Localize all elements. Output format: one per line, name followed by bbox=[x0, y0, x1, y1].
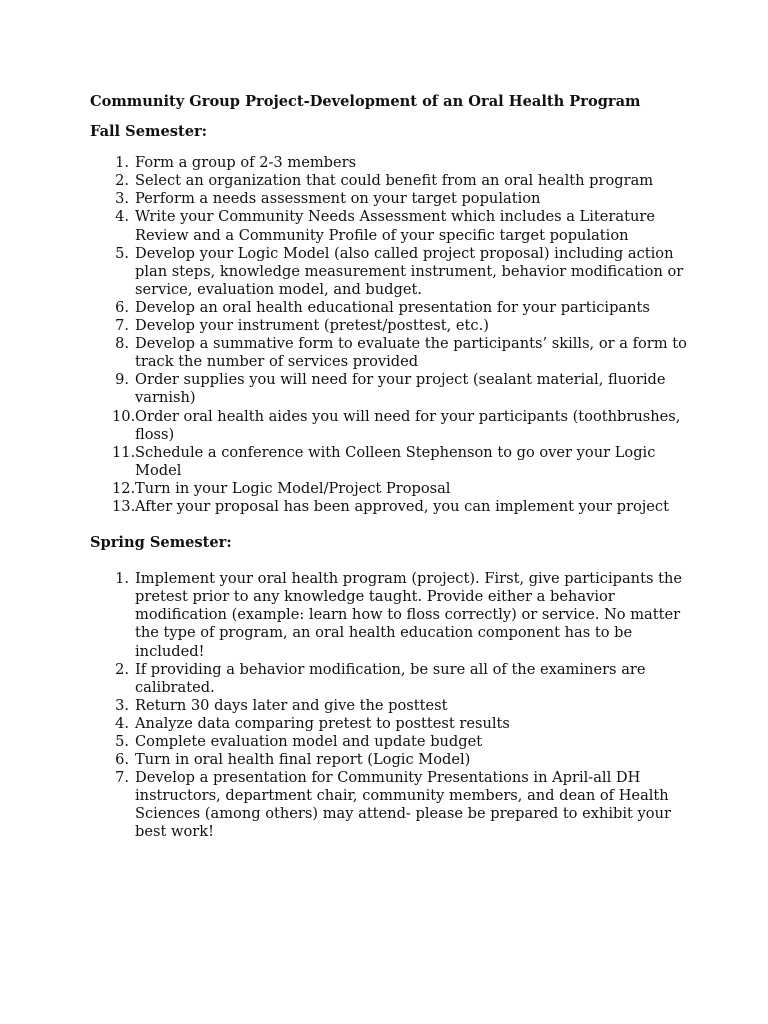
list-item-text: Return 30 days later and give the posttest bbox=[135, 696, 448, 714]
list-item-number: 4. bbox=[115, 208, 129, 226]
list-item-text: Order supplies you will need for your project (sealant material, fluoride varnish) bbox=[135, 371, 666, 407]
list-item-number: 1. bbox=[115, 154, 129, 172]
list-item-text: Develop your instrument (pretest/posttest, etc.) bbox=[135, 317, 489, 335]
list-item bbox=[90, 480, 690, 498]
list-item bbox=[90, 154, 690, 172]
list-item bbox=[90, 697, 690, 715]
list-item-number: 5. bbox=[115, 733, 129, 750]
list-item-number: 2. bbox=[115, 660, 129, 678]
list-item-text: Develop your Logic Model (also called project proposal) including action plan steps, knowledge measurement instrument, behavior modification or service, evaluation model, and budget. bbox=[135, 244, 684, 298]
list-item-text: Select an organization that could benefit from an oral health program bbox=[135, 172, 654, 190]
list-item-number: 3. bbox=[115, 696, 129, 714]
list-item-text: If providing a behavior modification, be sure all of the examiners are calibrated. bbox=[135, 660, 646, 696]
list-item bbox=[90, 570, 690, 660]
spring-semester-heading: Spring Semester: bbox=[90, 534, 232, 552]
list-item-number: 13. bbox=[112, 497, 136, 515]
list-item bbox=[90, 208, 690, 244]
list-item-text: Turn in your Logic Model/Project Proposal bbox=[135, 479, 451, 497]
list-item bbox=[90, 733, 690, 751]
list-item-text: Schedule a conference with Colleen Stephenson to go over your Logic Model bbox=[135, 443, 656, 479]
list-item-number: 4. bbox=[115, 714, 129, 732]
list-item-number: 7. bbox=[115, 317, 129, 335]
list-item-number: 9. bbox=[115, 371, 129, 389]
list-item-text: Order oral health aides you will need for your participants (toothbrushes, floss) bbox=[135, 407, 681, 443]
spring-semester-list bbox=[90, 570, 690, 841]
list-item bbox=[90, 317, 690, 335]
list-item-number: 1. bbox=[115, 570, 129, 588]
fall-semester-heading: Fall Semester: bbox=[90, 123, 208, 141]
list-item bbox=[90, 408, 690, 444]
list-item-text: Complete evaluation model and update budget bbox=[135, 733, 483, 750]
list-item bbox=[90, 299, 690, 317]
list-item bbox=[90, 444, 690, 480]
list-item-text: Develop an oral health educational presentation for your participants bbox=[135, 298, 650, 316]
list-item-number: 8. bbox=[115, 335, 129, 353]
document-title: Community Group Project-Development of an Oral Health Program bbox=[90, 93, 641, 110]
list-item bbox=[90, 751, 690, 769]
list-item-number: 3. bbox=[115, 190, 129, 208]
list-item-number: 7. bbox=[115, 769, 129, 787]
list-item-text: Perform a needs assessment on your target population bbox=[135, 190, 541, 208]
list-item bbox=[90, 371, 690, 407]
list-item-number: 12. bbox=[112, 479, 136, 497]
document-page bbox=[90, 93, 690, 842]
list-item bbox=[90, 769, 690, 841]
list-item-text: Analyze data comparing pretest to posttest results bbox=[135, 714, 510, 732]
list-item-number: 5. bbox=[115, 244, 129, 262]
list-item-number: 10. bbox=[112, 407, 136, 425]
list-item bbox=[90, 335, 690, 371]
list-item-text: Form a group of 2-3 members bbox=[135, 154, 357, 172]
list-item-number: 6. bbox=[115, 751, 129, 769]
list-item-text: Implement your oral health program (project). First, give participants the pretest prior to any knowledge taught. Provide either a behavior modification (example: learn how to floss correctly) or service. No matter the type of program, an oral health education component has to be included! bbox=[135, 570, 682, 660]
list-item-text: After your proposal has been approved, you can implement your project bbox=[135, 497, 669, 515]
list-item-number: 2. bbox=[115, 172, 129, 190]
list-item bbox=[90, 715, 690, 733]
list-item-number: 6. bbox=[115, 298, 129, 316]
list-item-text: Write your Community Needs Assessment which includes a Literature Review and a Community Profile of your specific target population bbox=[135, 208, 655, 244]
list-item bbox=[90, 245, 690, 299]
list-item-text: Develop a summative form to evaluate the participants’ skills, or a form to track the number of services provided bbox=[135, 335, 687, 371]
list-item-number: 11. bbox=[112, 443, 136, 461]
list-item-text: Develop a presentation for Community Presentations in April-all DH instructors, department chair, community members, and dean of Health Sciences (among others) may attend- please be prepared to exhibit your best work! bbox=[135, 769, 671, 841]
list-item bbox=[90, 172, 690, 190]
list-item bbox=[90, 190, 690, 208]
fall-semester-list bbox=[90, 154, 690, 516]
list-item bbox=[90, 498, 690, 516]
list-item bbox=[90, 661, 690, 697]
list-item-text: Turn in oral health final report (Logic Model) bbox=[135, 751, 471, 769]
